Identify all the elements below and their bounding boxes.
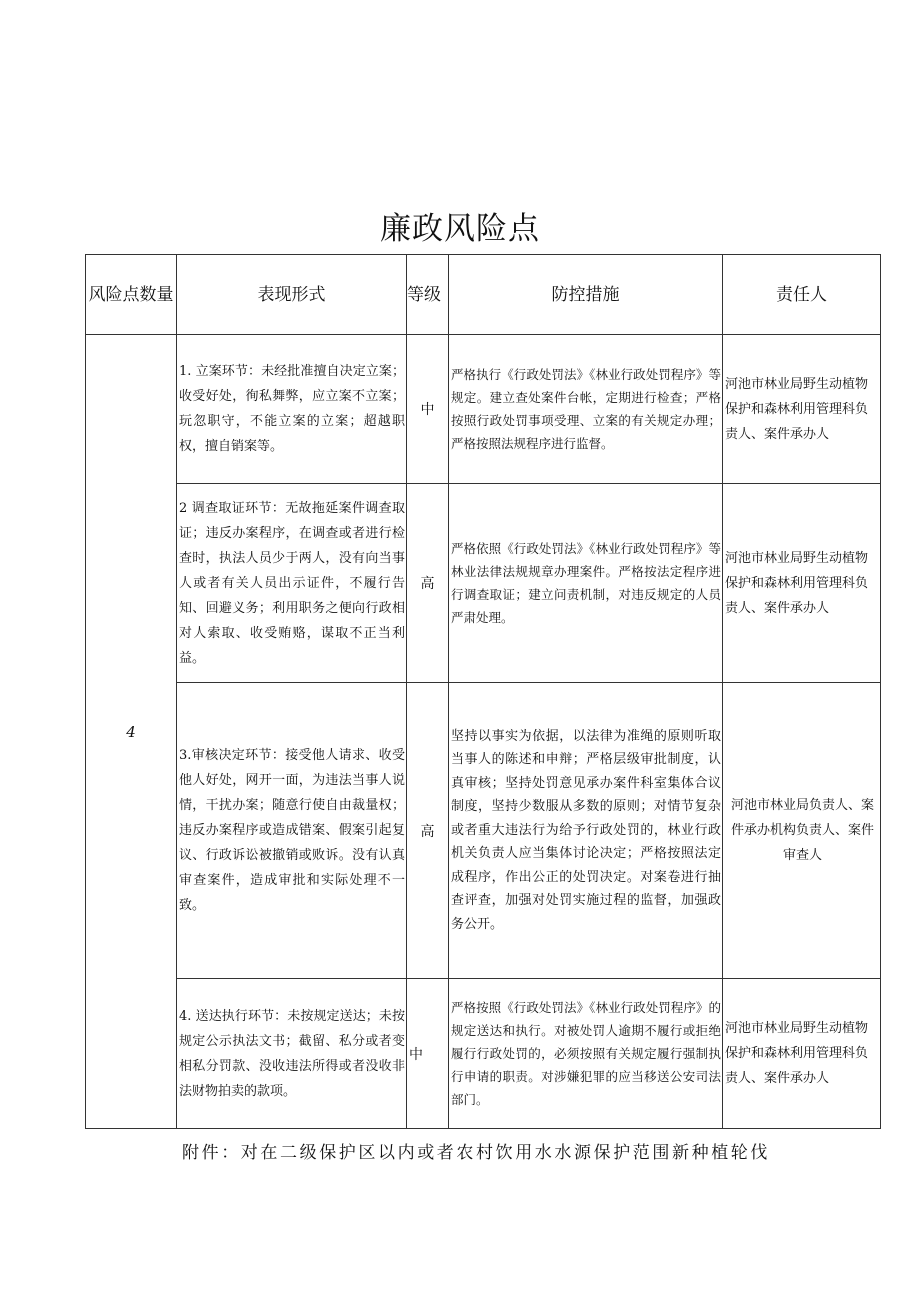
table-row [86, 979, 881, 1129]
measures-cell: 坚持以事实为依据，以法律为准绳的原则听取当事人的陈述和申辩；严格层级审批制度，认真审核；坚持处罚意见承办案件科室集体合议制度，坚持少数服从多数的原则；对情节复杂或者重大违法行为给予行政处罚的，林业行政机关负责人应当集体讨论决定；严格按照法定成程序，作出公正的处罚决定。对案卷进行抽查评查，加强对处罚实施过程的监督，加强政务公开。 [449, 683, 723, 979]
header-count: 风险点数量 [86, 255, 177, 335]
form-cell: 2 调查取证环节：无故拖延案件调查取证；违反办案程序，在调查或者进行检查时，执法人员少于两人，没有向当事人或者有关人员出示证件，不履行告知、回避义务；利用职务之便向行政相对人索取、收受贿赂，谋取不正当利益。 [177, 484, 407, 683]
person-cell: 河池市林业局负责人、案件承办机构负责人、案件审查人 [723, 683, 881, 979]
header-measures: 防控措施 [449, 255, 723, 335]
grade-cell: 中 [407, 335, 449, 484]
form-cell: 1. 立案环节：未经批准擅自决定立案；收受好处，徇私舞弊，应立案不立案；玩忽职守，不能立案的立案；超越职权，擅自销案等。 [177, 335, 407, 484]
risk-count-cell: 4 [86, 335, 177, 1129]
page-title: 廉政风险点 [380, 211, 540, 247]
person-cell: 河池市林业局野生动植物保护和森林利用管理科负责人、案件承办人 [723, 979, 881, 1129]
person-cell: 河池市林业局野生动植物保护和森林利用管理科负责人、案件承办人 [723, 335, 881, 484]
table-row [86, 484, 881, 683]
header-form: 表现形式 [177, 255, 407, 335]
grade-cell: 高 [407, 683, 449, 979]
table-row [86, 335, 881, 484]
grade-cell: 高 [407, 484, 449, 683]
measures-cell: 严格按照《行政处罚法》《林业行政处罚程序》的规定送达和执行。对被处罚人逾期不履行或拒绝履行行政处罚的，必须按照有关规定履行强制执行申请的职责。对涉嫌犯罪的应当移送公安司法部门。 [449, 979, 723, 1129]
form-cell: 4. 送达执行环节：未按规定送达；未按规定公示执法文书；截留、私分或者变相私分罚款、没收违法所得或者没收非法财物拍卖的款项。 [177, 979, 407, 1129]
form-cell: 3.审核决定环节：接受他人请求、收受他人好处，网开一面，为违法当事人说情，干扰办案；随意行使自由裁量权；违反办案程序或造成错案、假案引起复议、行政诉讼被撤销或败诉。没有认真审查案件，造成审批和实际处理不一致。 [177, 683, 407, 979]
measures-cell: 严格执行《行政处罚法》《林业行政处罚程序》等规定。建立查处案件台帐，定期进行检查；严格按照行政处罚事项受理、立案的有关规定办理；严格按照法规程序进行监督。 [449, 335, 723, 484]
person-cell: 河池市林业局野生动植物保护和森林利用管理科负责人、案件承办人 [723, 484, 881, 683]
footnote-text: 附件：对在二级保护区以内或者农村饮用水水源保护范围新种植轮伐 [182, 1143, 770, 1163]
grade-cell: 中 [407, 979, 449, 1129]
table-header-row [86, 255, 881, 335]
measures-cell: 严格依照《行政处罚法》《林业行政处罚程序》等林业法律法规规章办理案件。严格按法定程序进行调查取证；建立问责机制，对违反规定的人员严肃处理。 [449, 484, 723, 683]
risk-table [85, 254, 881, 1129]
header-person: 责任人 [723, 255, 881, 335]
table-row [86, 683, 881, 979]
header-grade: 等级 [407, 255, 449, 335]
